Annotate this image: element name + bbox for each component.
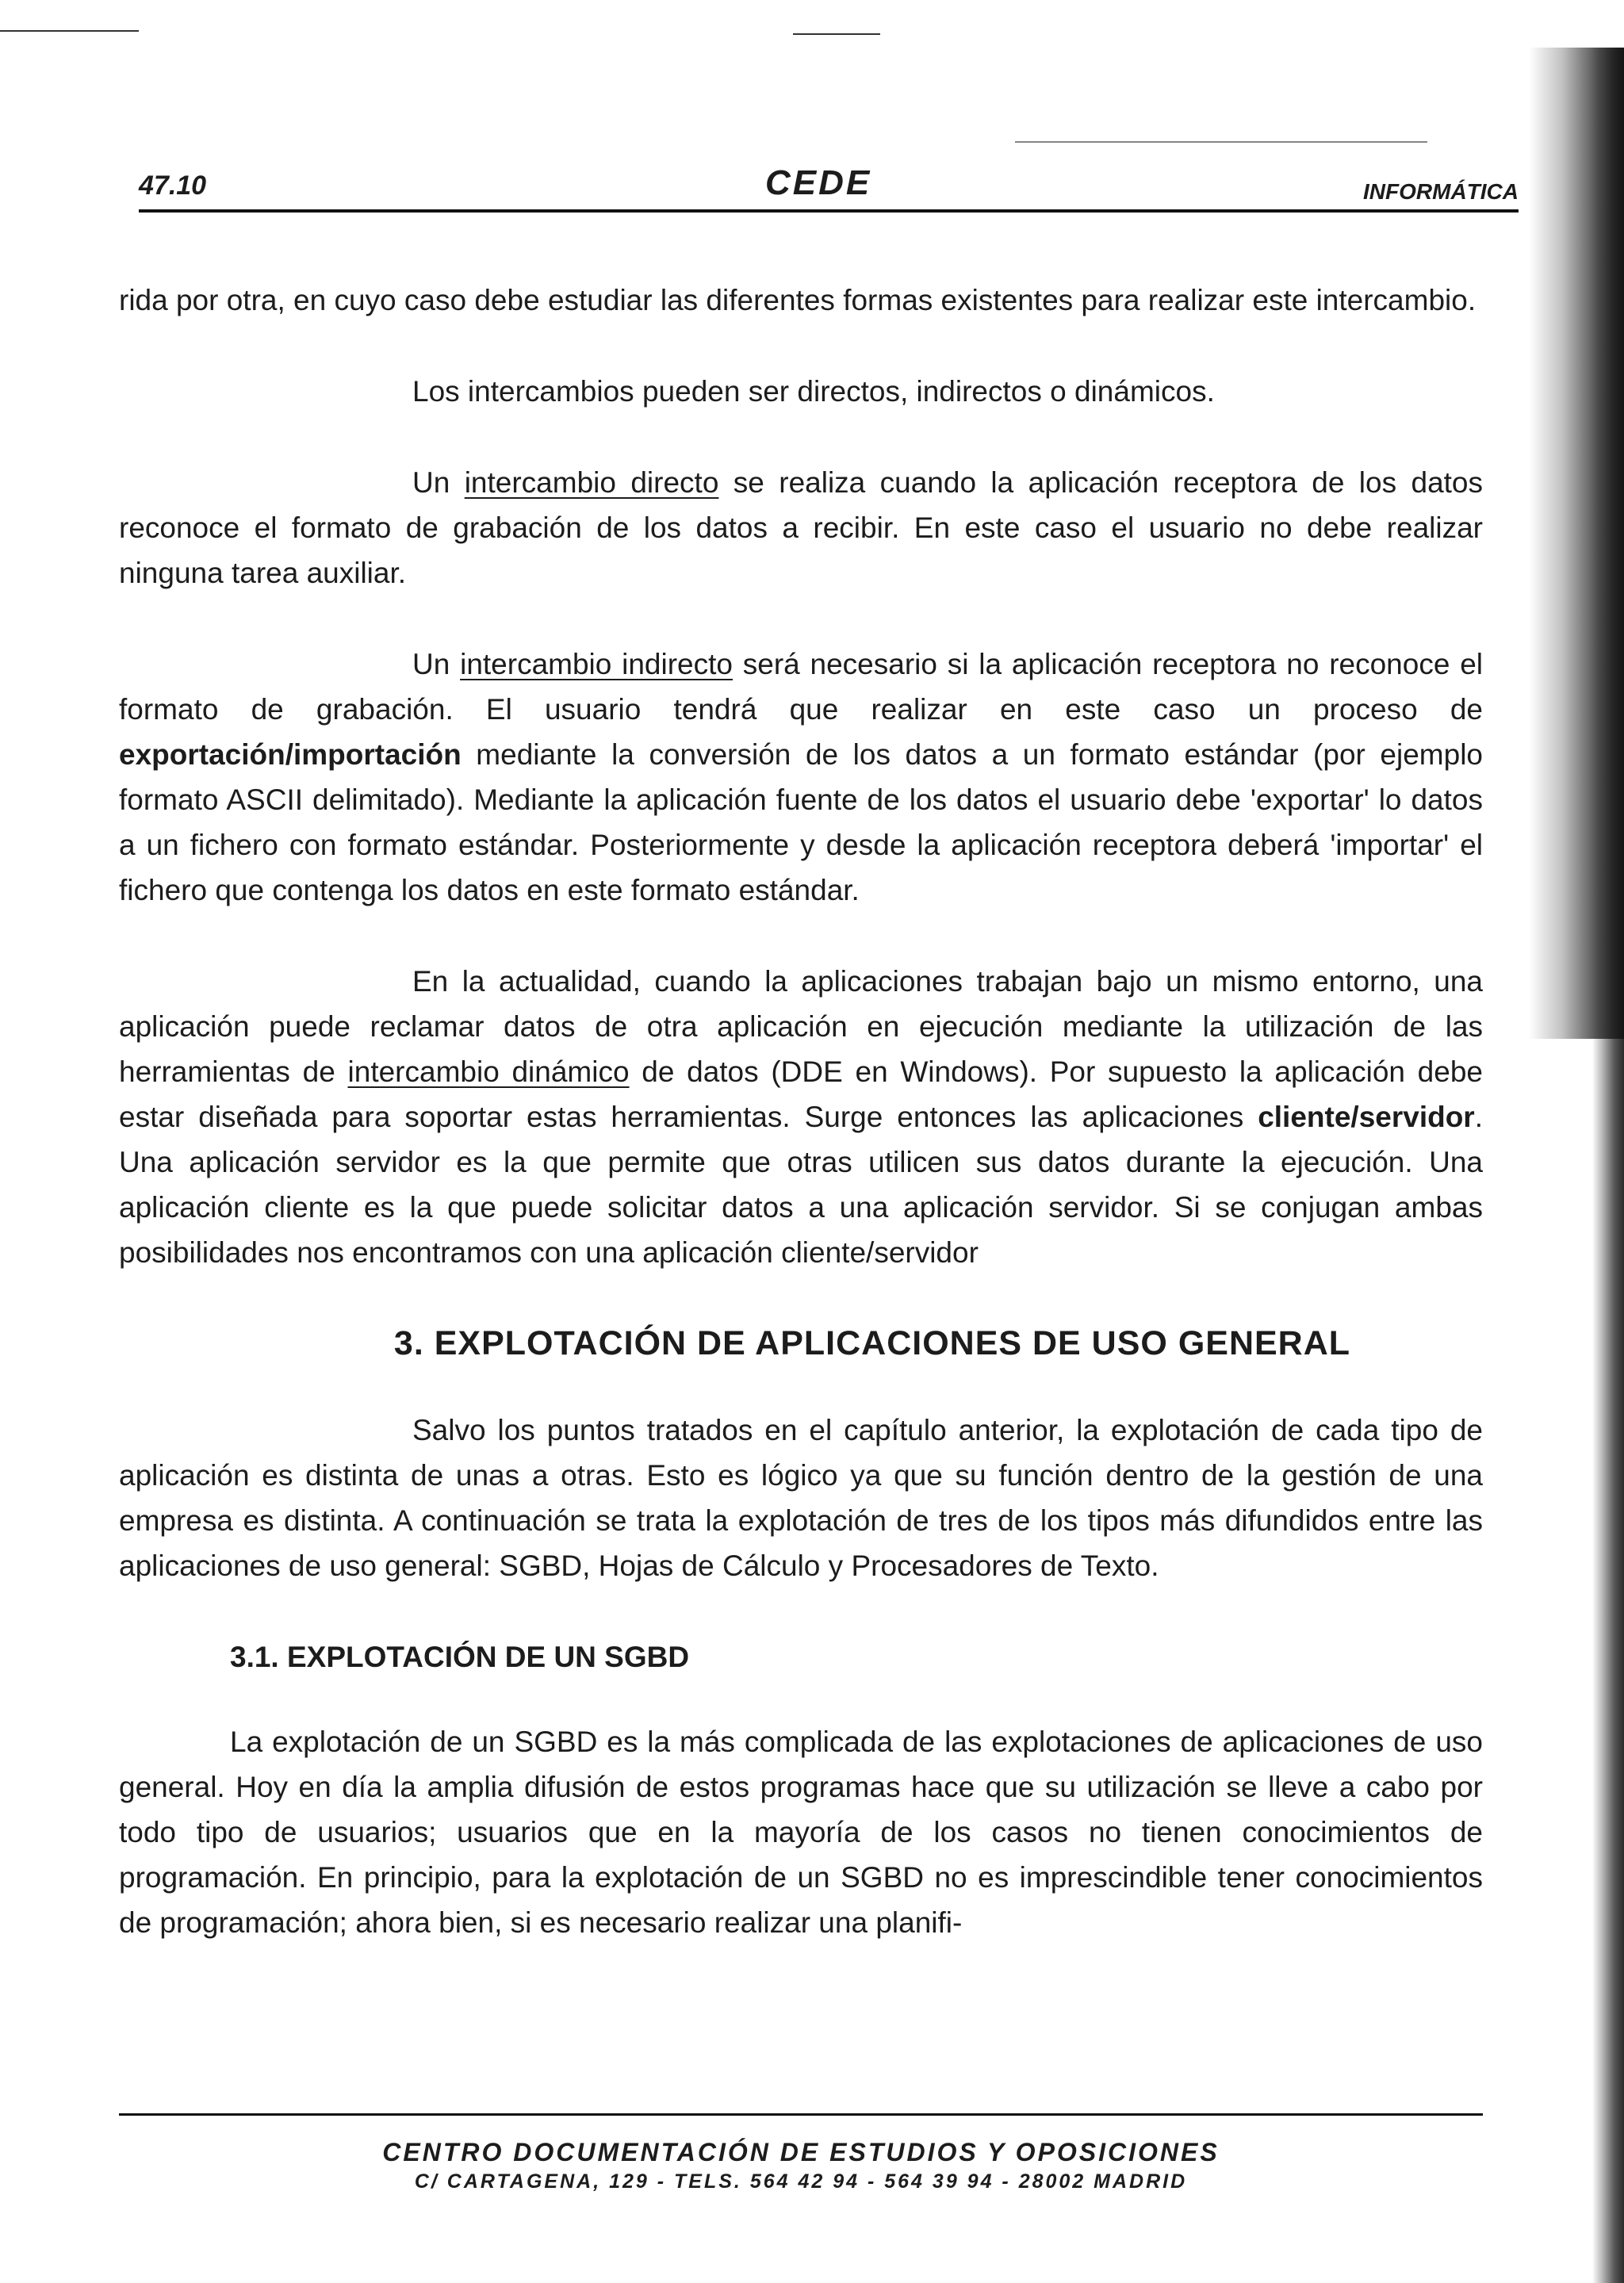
text-fragment: Un <box>412 648 461 680</box>
scan-line-top-left <box>0 30 139 32</box>
scan-line-top-center <box>793 33 880 35</box>
scan-edge-shadow <box>1592 48 1624 2283</box>
paragraph-section-3-intro: Salvo los puntos tratados en el capítulo anterior, la explotación de cada tipo de aplicación es distinta de unas a otras. Esto es lógico ya que su función dentro de la gestión de una empresa es distinta. A continuación se trata la explotación de tres de los tipos más difundidos entre las aplicaciones de uso general: SGBD, Hojas de Cálculo y Procesadores de Texto. <box>119 1414 1483 1582</box>
heading-section-3-1: 3.1. EXPLOTACIÓN DE UN SGBD <box>230 1641 690 1673</box>
text-fragment: mediante la conversión de los datos a un formato estándar (por ejemplo formato ASCII delimitado). Mediante la aplicación fuente de los datos el usuario debe 'exportar' lo datos a un fichero con formato estándar. Posteriormente y desde la aplicación receptora deberá 'importar' el fichero que contenga los datos en este formato estándar. <box>119 738 1483 906</box>
text-fragment: Un <box>412 466 465 499</box>
page-number: 47.10 <box>139 170 207 201</box>
page-footer <box>119 2113 1483 2193</box>
scan-line-top-right <box>1015 141 1427 143</box>
term-client-server: cliente/servidor <box>1258 1101 1475 1133</box>
paragraph-direct-exchange <box>119 460 1483 596</box>
text-fragment: se realiza cuando la aplicación receptora de los datos reconoce el formato de grabación de los datos a recibir. En este caso el usuario no debe realizar ninguna tarea auxiliar. <box>119 466 1484 589</box>
paragraph-continuation: rida por otra, en cuyo caso debe estudiar las diferentes formas existentes para realizar este intercambio. <box>119 284 1477 316</box>
text-fragment: de datos (DDE en Windows). Por supuesto la aplicación debe estar diseñada para soportar estas herramientas. Surge entonces las aplicaciones <box>119 1055 1483 1133</box>
paragraph-exchange-types: Los intercambios pueden ser directos, indirectos o dinámicos. <box>412 375 1215 408</box>
text-fragment: En la actualidad, cuando la aplicaciones trabajan bajo un mismo entorno, una aplicación puede reclamar datos de otra aplicación en ejecución mediante la utilización de las herramientas de <box>119 965 1483 1088</box>
page-header <box>139 159 1519 213</box>
text-fragment: será necesario si la aplicación receptora no reconoce el formato de grabación. El usuario tendrá que realizar en este caso un proceso de <box>119 648 1483 726</box>
section-label: INFORMÁTICA <box>1363 179 1519 204</box>
term-dynamic-exchange: intercambio dinámico <box>347 1055 630 1088</box>
term-export-import: exportación/importación <box>119 738 462 771</box>
footer-organization: CENTRO DOCUMENTACIÓN DE ESTUDIOS Y OPOSICIONES <box>382 2138 1220 2166</box>
term-indirect-exchange: intercambio indirecto <box>460 648 733 680</box>
paragraph-dynamic-exchange <box>119 959 1483 1275</box>
paragraph-sgbd: La explotación de un SGBD es la más complicada de las explotaciones de aplicaciones de uso general. Hoy en día la amplia difusión de estos programas hace que su utilización se lleve a cabo por todo tipo de usuarios; usuarios que en la mayoría de los casos no tienen conocimientos de programación. En principio, para la explotación de un SGBD no es imprescindible tener conocimientos de programación; ahora bien, si es necesario realizar una planifi- <box>119 1726 1483 1939</box>
term-direct-exchange: intercambio directo <box>464 466 719 499</box>
body-text <box>119 278 1483 1991</box>
heading-section-3: 3. EXPLOTACIÓN DE APLICACIONES DE USO GENERAL <box>393 1324 1351 1362</box>
text-fragment: . Una aplicación servidor es la que permite que otras utilicen sus datos durante la ejecución. Una aplicación cliente es la que puede solicitar datos a una aplicación servidor. Si se conjugan ambas posibilidades nos encontramos con una aplicación cliente/servidor <box>119 1101 1483 1269</box>
paragraph-indirect-exchange <box>119 642 1483 913</box>
brand-title: CEDE <box>765 163 872 202</box>
footer-address: C/ CARTAGENA, 129 - TELS. 564 42 94 - 564 39 94 - 28002 MADRID <box>414 2170 1188 2193</box>
